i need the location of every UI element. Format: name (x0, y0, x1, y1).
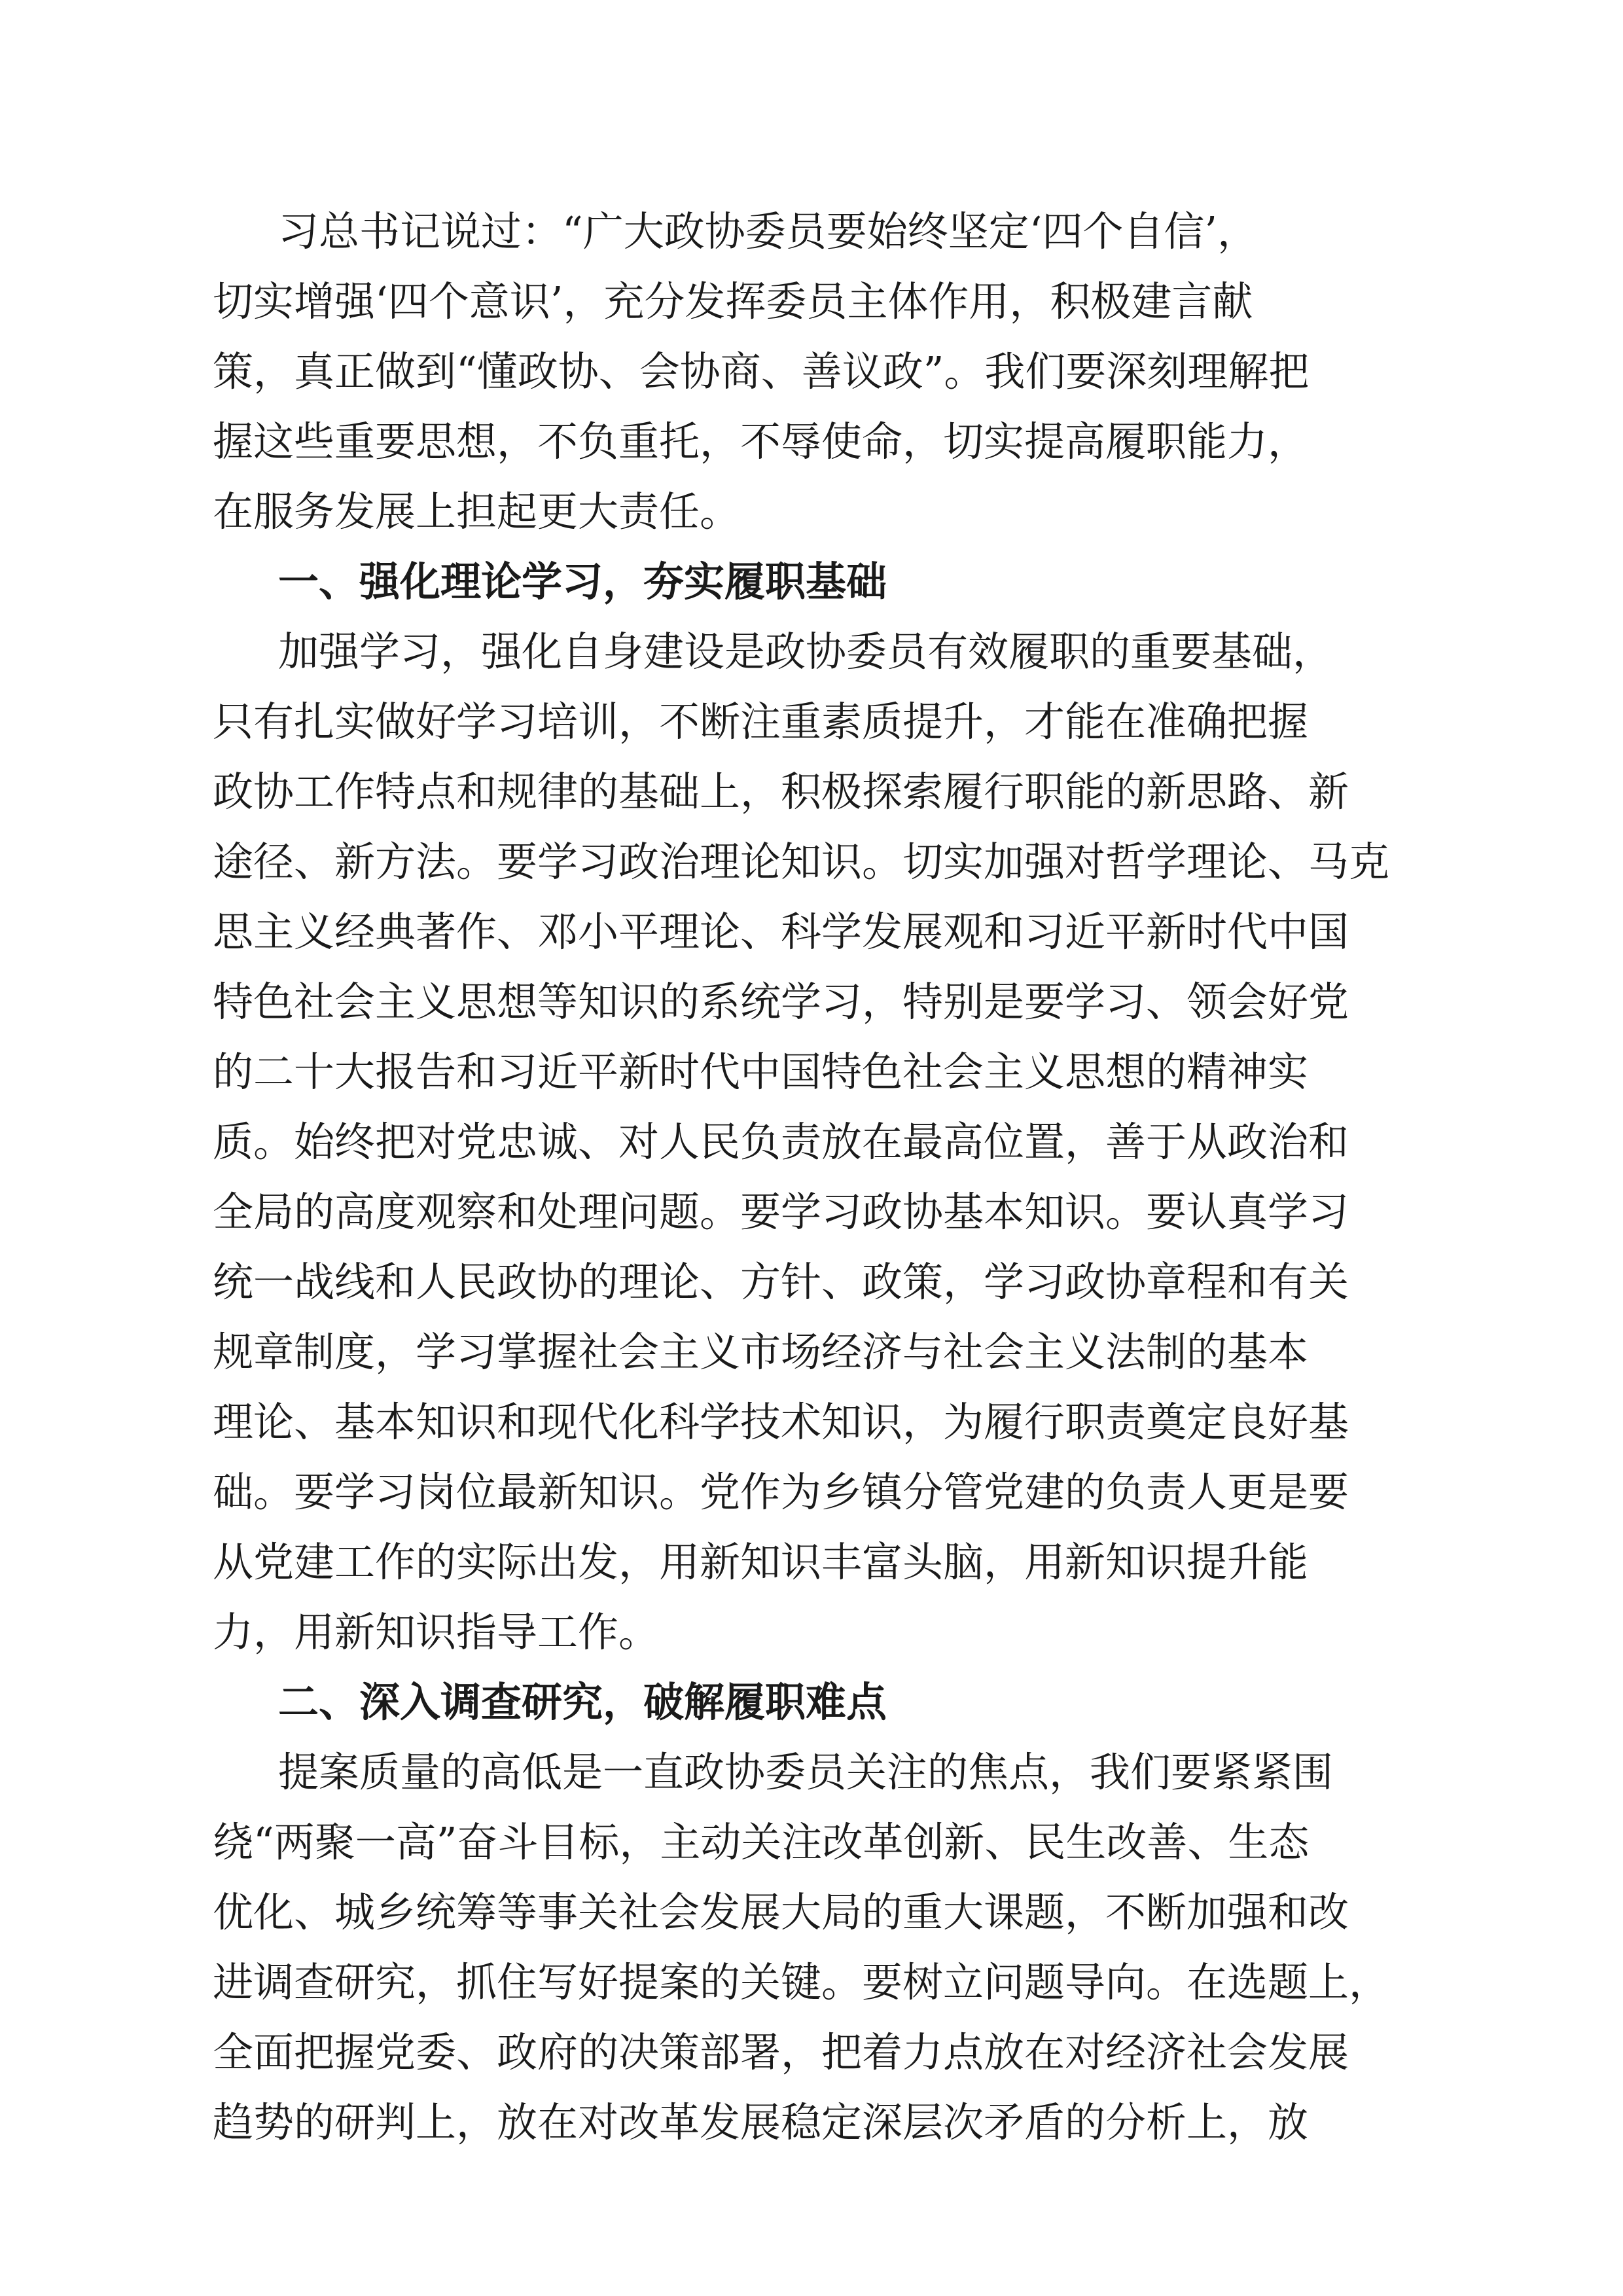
paragraph-line: 理论、基本知识和现代化科学技术知识，为履行职责奠定良好基 (213, 1398, 1349, 1446)
paragraph-line: 习总书记说过：“广大政协委员要始终坚定‘四个自信’， (278, 207, 1258, 255)
paragraph-line: 统一战线和人民政协的理论、方针、政策，学习政协章程和有关 (213, 1258, 1349, 1306)
paragraph-line: 特色社会主义思想等知识的系统学习，特别是要学习、领会好党 (213, 978, 1349, 1026)
paragraph-line: 全面把握党委、政府的决策部署，把着力点放在对经济社会发展 (213, 2028, 1349, 2076)
paragraph-line: 优化、城乡统筹等事关社会发展大局的重大课题，不断加强和改 (213, 1888, 1349, 1936)
paragraph-line: 力，用新知识指导工作。 (213, 1608, 660, 1656)
paragraph-line: 政协工作特点和规律的基础上，积极探索履行职能的新思路、新 (213, 768, 1349, 816)
paragraph-line: 只有扎实做好学习培训，不断注重素质提升，才能在准确把握 (213, 698, 1309, 745)
paragraph-line: 握这些重要思想，不负重托，不辱使命，切实提高履职能力， (213, 418, 1309, 465)
paragraph-line: 从党建工作的实际出发，用新知识丰富头脑，用新知识提升能 (213, 1538, 1309, 1586)
section-heading: 一、强化理论学习，夯实履职基础 (278, 558, 887, 605)
paragraph-line: 规章制度，学习掌握社会主义市场经济与社会主义法制的基本 (213, 1328, 1309, 1376)
section-heading: 二、深入调查研究，破解履职难点 (278, 1678, 887, 1726)
paragraph-line: 在服务发展上担起更大责任。 (213, 488, 741, 535)
paragraph-line: 切实增强‘四个意识’，充分发挥委员主体作用，积极建言献 (213, 278, 1253, 325)
paragraph-line: 加强学习，强化自身建设是政协委员有效履职的重要基础， (278, 628, 1334, 675)
document-body (213, 196, 1459, 2157)
paragraph-line: 趋势的研判上，放在对改革发展稳定深层次矛盾的分析上，放 (213, 2098, 1309, 2146)
paragraph-line: 策，真正做到“懂政协、会协商、善议政”。我们要深刻理解把 (213, 348, 1310, 395)
paragraph-line: 础。要学习岗位最新知识。党作为乡镇分管党建的负责人更是要 (213, 1468, 1349, 1516)
paragraph-line: 绕“两聚一高”奋斗目标，主动关注改革创新、民生改善、生态 (213, 1818, 1310, 1866)
paragraph-line: 全局的高度观察和处理问题。要学习政协基本知识。要认真学习 (213, 1188, 1349, 1236)
paragraph-line: 途径、新方法。要学习政治理论知识。切实加强对哲学理论、马克 (213, 838, 1390, 886)
paragraph-line: 质。始终把对党忠诚、对人民负责放在最高位置，善于从政治和 (213, 1118, 1349, 1166)
paragraph-line: 进调查研究，抓住写好提案的关键。要树立问题导向。在选题上， (213, 1958, 1390, 2006)
paragraph-line: 思主义经典著作、邓小平理论、科学发展观和习近平新时代中国 (213, 908, 1349, 956)
paragraph-line: 的二十大报告和习近平新时代中国特色社会主义思想的精神实 (213, 1048, 1309, 1096)
paragraph-line: 提案质量的高低是一直政协委员关注的焦点，我们要紧紧围 (278, 1748, 1334, 1796)
